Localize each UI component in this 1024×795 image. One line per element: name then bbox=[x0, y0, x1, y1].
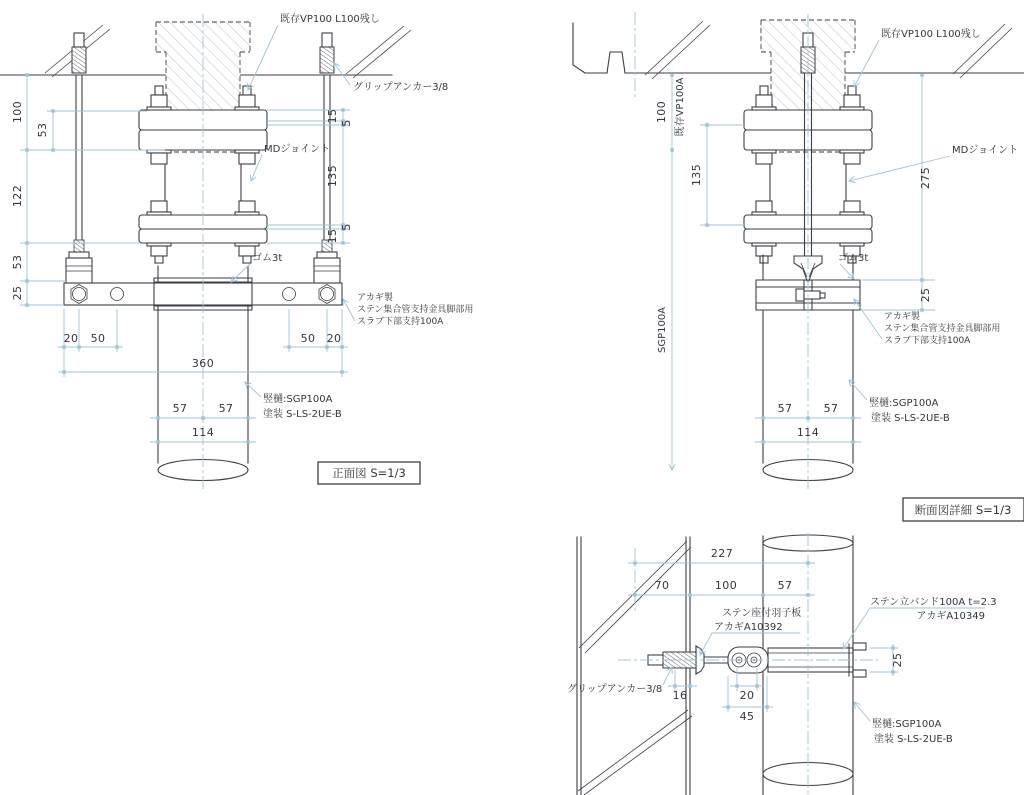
label-paddle-2: アカギA10392 bbox=[714, 622, 783, 633]
label-maker-2: ステン集合管支持金具脚部用 bbox=[884, 324, 1001, 334]
label-pipe-spec-1: 竪樋:SGP100A bbox=[872, 719, 942, 730]
dim-16: 16 bbox=[672, 689, 688, 702]
label-existing-vp-vertical: 既存VP100A bbox=[675, 77, 686, 137]
anchor-cap-left bbox=[74, 33, 84, 47]
detail-view bbox=[567, 533, 997, 795]
label-band-2: アカギA10349 bbox=[916, 611, 985, 622]
dim-53: 53 bbox=[36, 122, 49, 138]
dim-50l: 50 bbox=[90, 332, 106, 345]
dim-57: 57 bbox=[777, 579, 793, 592]
label-existing-vp: 既存VP100 L100残し bbox=[280, 14, 380, 25]
dim-50r: 50 bbox=[300, 332, 316, 345]
band-lug-top bbox=[853, 643, 866, 650]
band-bolt-tip bbox=[820, 293, 825, 298]
label-maker-1: アカギ製 bbox=[357, 293, 393, 303]
dim-53b: 53 bbox=[11, 254, 24, 270]
front-view-title: 正面図 S=1/3 bbox=[332, 466, 406, 480]
dim-275: 275 bbox=[919, 166, 932, 190]
section-title-box bbox=[903, 498, 1024, 521]
dim-20r: 20 bbox=[326, 332, 342, 345]
dim-25: 25 bbox=[919, 287, 932, 303]
label-pipe-spec-2: 塗装 S-LS-2UE-B bbox=[871, 413, 950, 424]
section-view bbox=[573, 12, 1024, 521]
dim-57r: 57 bbox=[823, 402, 839, 415]
dim-100: 100 bbox=[714, 579, 738, 592]
label-sgp-vertical: SGP100A bbox=[657, 306, 668, 354]
dim-57l: 57 bbox=[172, 402, 188, 415]
dim-114: 114 bbox=[796, 426, 820, 439]
dim-227: 227 bbox=[710, 547, 734, 560]
dim-122: 122 bbox=[11, 184, 24, 208]
band-lug-bottom bbox=[853, 670, 866, 677]
label-pipe-spec-1: 竪樋:SGP100A bbox=[869, 398, 939, 409]
dim-360: 360 bbox=[191, 357, 215, 370]
label-pipe-spec-1: 竪樋:SGP100A bbox=[263, 394, 333, 405]
anchor-thread-left bbox=[72, 47, 86, 73]
label-existing-vp: 既存VP100 L100残し bbox=[881, 29, 981, 40]
front-title-box bbox=[318, 462, 420, 484]
dim-5t: 5 bbox=[340, 119, 353, 127]
dim-114: 114 bbox=[191, 426, 215, 439]
dim-20l: 20 bbox=[63, 332, 79, 345]
label-band-1: ステン立バンド100A t=2.3 bbox=[870, 597, 997, 608]
anchor-cap-right bbox=[322, 33, 332, 47]
label-pipe-spec-2: 塗装 S-LS-2UE-B bbox=[263, 409, 342, 420]
dim-70: 70 bbox=[654, 579, 670, 592]
dim-135: 135 bbox=[690, 163, 703, 187]
detail-dimensions bbox=[628, 547, 904, 723]
label-maker-1: アカギ製 bbox=[884, 312, 920, 322]
dim-20: 20 bbox=[739, 689, 755, 702]
anchor-thread-right bbox=[320, 47, 334, 73]
label-grip-anchor: グリップアンカー3/8 bbox=[353, 82, 449, 93]
band-bolt-nut bbox=[796, 289, 804, 301]
dim-100: 100 bbox=[11, 100, 24, 124]
label-rubber: ゴム3t bbox=[838, 253, 869, 264]
label-rubber: ゴム3t bbox=[252, 253, 283, 264]
label-maker-3: スラブ下部支持100A bbox=[884, 336, 971, 346]
dim-25: 25 bbox=[11, 285, 24, 301]
label-maker-3: スラブ下部支持100A bbox=[357, 317, 444, 327]
dim-100: 100 bbox=[655, 100, 668, 124]
front-view bbox=[0, 12, 473, 490]
label-maker-2: ステン集合管支持金具脚部用 bbox=[357, 305, 474, 315]
dim-45: 45 bbox=[739, 710, 755, 723]
band-bolt-shank bbox=[804, 291, 820, 299]
label-md-joint: MDジョイント bbox=[952, 145, 1019, 156]
section-view-title: 断面図詳細 S=1/3 bbox=[914, 503, 1012, 517]
dim-57l: 57 bbox=[777, 402, 793, 415]
label-md-joint: MDジョイント bbox=[264, 144, 331, 155]
dim-135: 135 bbox=[326, 164, 339, 188]
label-grip-anchor: グリップアンカー3/8 bbox=[567, 684, 663, 695]
dim-25: 25 bbox=[891, 652, 904, 668]
dim-15b: 15 bbox=[326, 228, 339, 244]
dim-15t: 15 bbox=[326, 108, 339, 124]
label-pipe-spec-2: 塗装 S-LS-2UE-B bbox=[874, 734, 953, 745]
front-annotations bbox=[231, 12, 473, 420]
dim-57r: 57 bbox=[218, 402, 234, 415]
label-paddle-1: ステン座付羽子板 bbox=[722, 608, 802, 619]
dim-5b: 5 bbox=[340, 223, 353, 231]
